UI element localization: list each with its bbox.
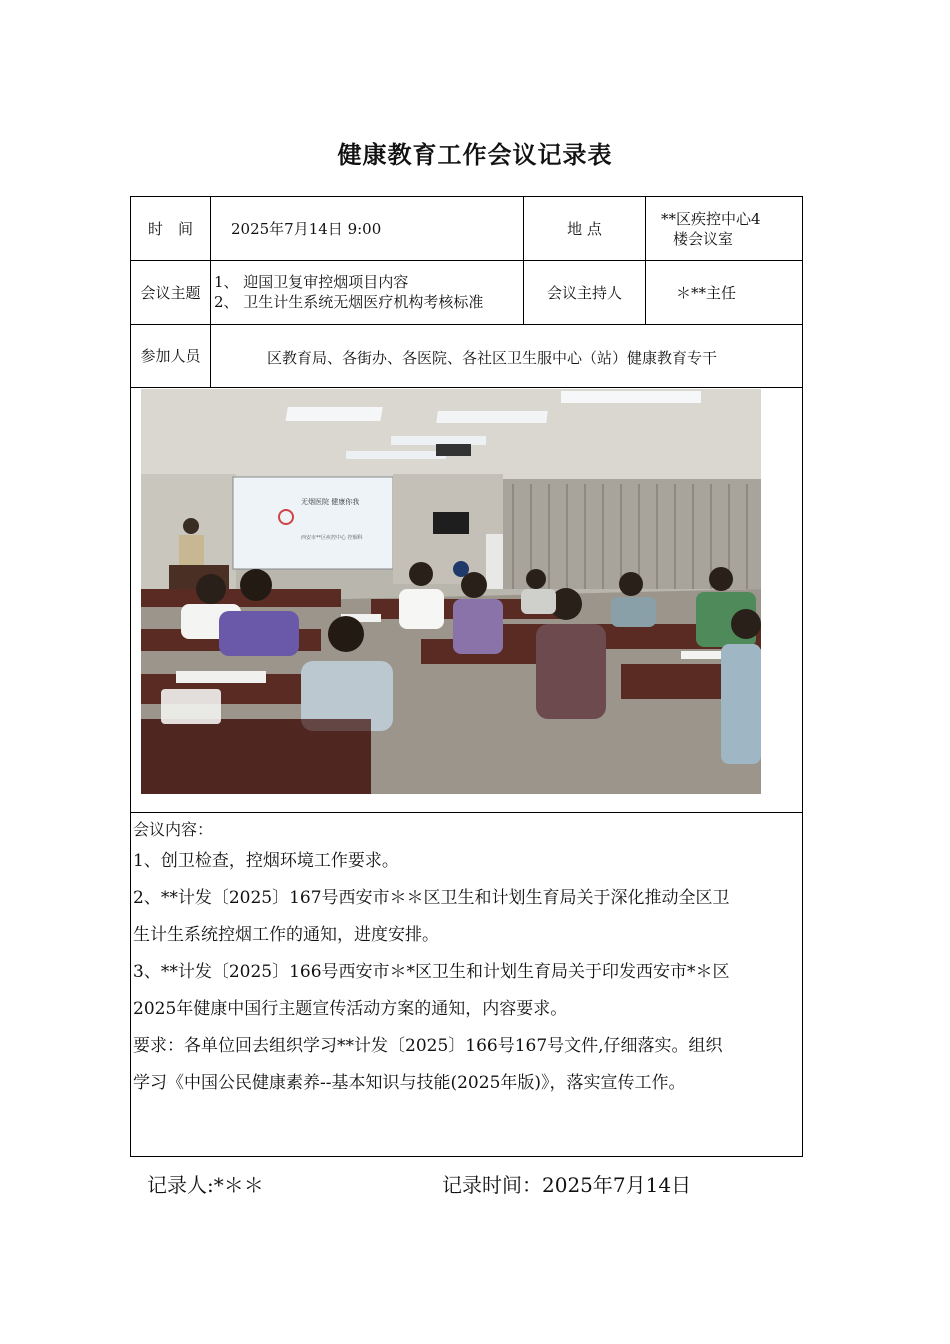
row-divider xyxy=(131,324,802,325)
attendees-value: 区教育局、各街办、各医院、各社区卫生服中心（站）健康教育专干 xyxy=(267,349,718,367)
row-divider xyxy=(131,812,802,813)
content-item: 2、**计发〔2025〕167号西安市＊＊区卫生和计划生育局关于深化推动全区卫 xyxy=(133,888,730,908)
col-divider xyxy=(645,197,646,324)
time-label: 时 间 xyxy=(147,219,193,238)
time-value: 2025年7月14日 9:00 xyxy=(231,220,382,238)
content-item: 2025年健康中国行主题宣传活动方案的通知，内容要求。 xyxy=(133,999,568,1019)
slide-title: 无烟医院 健康你我 xyxy=(301,498,360,506)
record-table xyxy=(130,196,803,1157)
place-label: 地 点 xyxy=(567,219,602,238)
content-item: 1、创卫检查，控烟环境工作要求。 xyxy=(133,851,399,871)
place-value xyxy=(661,209,801,249)
topic-line: 2、 卫生计生系统无烟医疗机构考核标准 xyxy=(214,293,484,311)
row-divider xyxy=(131,260,802,261)
page-title: 健康教育工作会议记录表 xyxy=(337,140,613,169)
content-item: 生计生系统控烟工作的通知，进度安排。 xyxy=(133,925,439,945)
slide-subtitle: 西安市**区疾控中心 控烟科 xyxy=(301,535,363,541)
attendees-label: 参加人员 xyxy=(140,347,201,365)
content-requirement: 要求：各单位回去组织学习**计发〔2025〕166号167号文件,仔细落实。组织 xyxy=(133,1036,723,1056)
meeting-content xyxy=(133,817,798,1102)
topic-value xyxy=(214,272,522,312)
place-value-line: 楼会议室 xyxy=(673,230,734,248)
content-item: 3、**计发〔2025〕166号西安市＊*区卫生和计划生育局关于印发西安市*＊区 xyxy=(133,962,730,982)
place-value-line: **区疾控中心4 xyxy=(661,210,761,228)
topic-label: 会议主题 xyxy=(140,283,201,302)
col-divider xyxy=(210,197,211,387)
host-label: 会议主持人 xyxy=(546,283,622,302)
content-heading: 会议内容： xyxy=(133,820,214,839)
record-time: 记录时间：2025年7月14日 xyxy=(442,1173,692,1197)
meeting-photo xyxy=(141,389,761,794)
content-requirement: 学习《中国公民健康素养--基本知识与技能(2025年版)》，落实宣传工作。 xyxy=(133,1073,686,1093)
host-value: ＊**主任 xyxy=(676,284,737,302)
recorder: 记录人:*＊＊ xyxy=(147,1173,264,1197)
row-divider xyxy=(131,387,802,388)
topic-line: 1、 迎国卫复审控烟项目内容 xyxy=(214,273,409,291)
